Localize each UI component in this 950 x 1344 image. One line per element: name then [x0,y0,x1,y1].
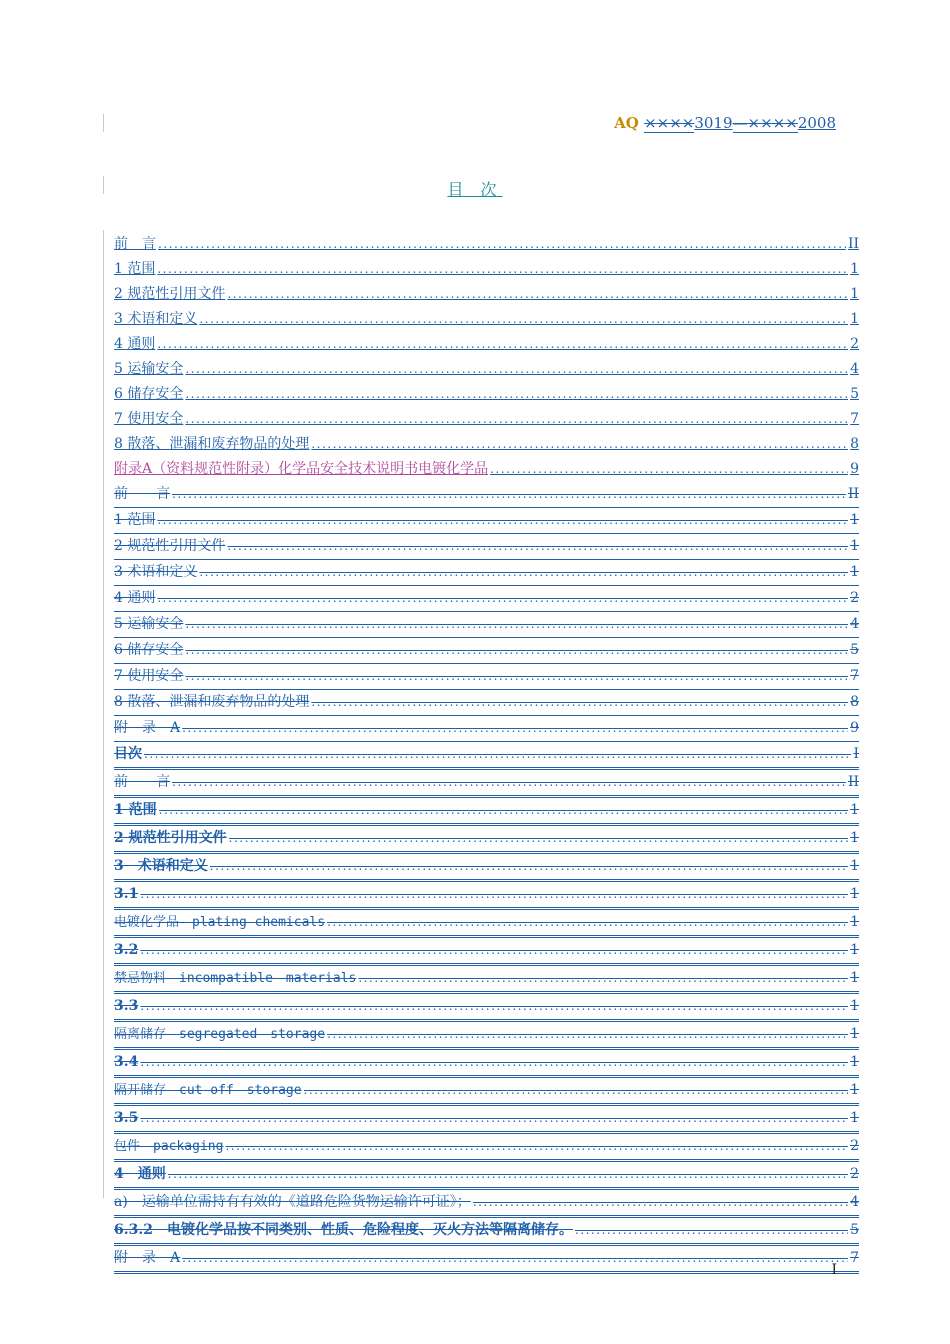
toc-entry-title: 4 通则 [114,590,156,606]
toc-entry[interactable] [114,742,859,770]
toc-entry-title: 6 储存安全 [114,642,184,658]
toc-dot-leader [140,882,848,907]
toc-entry[interactable] [114,882,859,910]
toc-entry[interactable] [114,282,859,307]
toc-entry-page: 2 [850,1138,859,1154]
toc-entry[interactable] [114,382,859,407]
toc-entry-page: 1 [850,802,859,818]
toc-entry-title: 附 录 A [114,720,181,736]
table-of-contents [114,232,859,1274]
toc-dot-leader [227,282,848,307]
toc-entry-title: 3 术语和定义 [114,858,208,874]
toc-entry[interactable] [114,690,859,716]
toc-dot-leader [490,457,848,482]
toc-entry-page: 1 [850,512,859,528]
toc-entry-page: 7 [850,411,859,427]
toc-entry-page: 4 [850,361,859,377]
toc-entry[interactable] [114,586,859,612]
toc-dot-leader [199,560,848,585]
toc-dot-leader [157,508,848,533]
toc-dot-leader [227,534,848,559]
toc-entry-title: 前 言 [114,486,170,502]
toc-dot-leader [304,1078,849,1103]
toc-entry-title: 3.2 [114,942,139,958]
toc-entry-title: 3.4 [114,1054,139,1070]
toc-entry-title: 6.3.2 电镀化学品按不同类别、性质、危险程度、灭火方法等隔离储存。 [114,1222,573,1238]
toc-dot-leader [358,966,848,991]
toc-dot-leader [157,332,848,357]
toc-entry-title: 1 范围 [114,261,156,277]
toc-dot-leader [140,994,848,1019]
toc-entry-title: 8 散落、泄漏和废弃物品的处理 [114,436,310,452]
toc-entry[interactable] [114,508,859,534]
toc-entry-page: I [853,746,859,762]
header-dash: — [732,114,748,132]
toc-entry[interactable] [114,1078,859,1106]
toc-entry-page: 5 [850,642,859,658]
toc-entry-title: 3.5 [114,1110,139,1126]
toc-entry[interactable] [114,938,859,966]
toc-dot-leader [185,407,848,432]
toc-entry[interactable] [114,332,859,357]
toc-entry-page: 7 [850,668,859,684]
toc-dot-leader [159,798,848,823]
revision-margin-mark-header [103,114,104,132]
toc-entry-page: 5 [850,386,859,402]
toc-entry-page: 1 [850,998,859,1014]
toc-entry-page: 1 [850,1026,859,1042]
toc-entry[interactable] [114,357,859,382]
toc-entry-title: 3.1 [114,886,139,902]
toc-entry[interactable] [114,612,859,638]
toc-entry-page: 1 [850,1082,859,1098]
toc-entry-title: 7 使用安全 [114,668,184,684]
toc-entry[interactable] [114,432,859,457]
deleted-standard-number: ×××× [644,114,695,132]
toc-entry[interactable] [114,1134,859,1162]
toc-entry-page: 1 [850,564,859,580]
toc-entry[interactable] [114,716,859,742]
deleted-year: ×××× [747,114,798,132]
toc-entry-page: 2 [850,336,859,352]
toc-entry-page: 9 [850,720,859,736]
toc-dot-leader [225,1134,848,1159]
toc-entry-page: II [847,774,859,790]
toc-dot-leader [158,232,846,257]
toc-entry[interactable] [114,307,859,332]
toc-entry-title: 2 规范性引用文件 [114,830,227,846]
toc-entry-page: 5 [850,1222,859,1238]
toc-dot-leader [168,1162,848,1187]
toc-entry-title: 禁忌物料 incompatible materials [114,971,357,986]
toc-entry-page: 4 [850,616,859,632]
toc-entry[interactable] [114,1162,859,1190]
toc-entry-page: 1 [850,286,859,302]
toc-dot-leader [199,307,848,332]
toc-entry-page: 1 [850,830,859,846]
toc-entry-title: 4 通则 [114,1166,166,1182]
toc-entry-title: 1 范围 [114,512,156,528]
toc-entry[interactable] [114,232,859,257]
toc-entry[interactable] [114,457,859,482]
document-header [614,114,836,132]
toc-entry[interactable] [114,854,859,882]
inserted-standard-number: 3019 [694,114,733,132]
page-number: I [831,1262,837,1278]
toc-entry-title: 5 运输安全 [114,361,184,377]
toc-dot-leader [575,1218,848,1243]
toc-entry-title: 隔离储存 segregated storage [114,1027,326,1042]
toc-dot-leader [182,716,848,741]
toc-entry-title: 3 术语和定义 [114,311,198,327]
toc-dot-leader [311,690,848,715]
toc-dot-leader [140,938,848,963]
toc-dot-leader [185,382,848,407]
toc-entry-title: 3 术语和定义 [114,564,198,580]
toc-entry-title: 隔开储存 cut-off storage [114,1083,302,1098]
toc-entry-page: 9 [850,461,859,477]
toc-entry-page: 2 [850,1166,859,1182]
toc-entry-title: 电镀化学品 plating chemicals [114,915,326,930]
inserted-year: 2008 [797,114,836,132]
toc-entry-page: 1 [850,886,859,902]
toc-dot-leader [185,664,848,689]
toc-entry-page: 1 [850,1054,859,1070]
toc-entry-page: 1 [850,261,859,277]
toc-entry[interactable] [114,482,859,508]
toc-entry-page: 1 [850,1110,859,1126]
toc-dot-leader [140,1050,848,1075]
toc-dot-leader [311,432,848,457]
toc-entry-title: 3.3 [114,998,139,1014]
toc-entry-title: 附 录 A [114,1250,181,1266]
toc-dot-leader [157,586,848,611]
toc-dot-leader [473,1190,848,1215]
toc-dot-leader [327,910,848,935]
toc-entry-page: II [847,236,859,252]
toc-dot-leader [157,257,848,282]
toc-title: 目 次 [447,180,503,199]
toc-entry-title: 8 散落、泄漏和废弃物品的处理 [114,694,310,710]
toc-entry[interactable] [114,826,859,854]
toc-dot-leader [229,826,848,851]
toc-entry[interactable] [114,560,859,586]
toc-entry-page: 4 [850,1194,859,1210]
toc-entry-page: 8 [850,436,859,452]
toc-entry-title: 附录A（资料规范性附录）化学品安全技术说明书电镀化学品 [114,461,489,477]
toc-entry[interactable] [114,1022,859,1050]
toc-dot-leader [182,1246,848,1271]
toc-entry[interactable] [114,770,859,798]
toc-entry[interactable] [114,1190,859,1218]
toc-entry-title: 6 储存安全 [114,386,184,402]
toc-dot-leader [185,612,848,637]
toc-entry[interactable] [114,534,859,560]
toc-entry[interactable] [114,257,859,282]
standard-prefix: AQ [614,114,645,132]
toc-dot-leader [327,1022,848,1047]
toc-entry-title: 1 范围 [114,802,157,818]
toc-entry-title: 目次 [114,746,142,762]
toc-entry-page: 1 [850,942,859,958]
toc-entry[interactable] [114,1246,859,1274]
toc-entry-title: 2 规范性引用文件 [114,286,226,302]
toc-entry-title: 包件 packaging [114,1139,224,1154]
toc-entry[interactable] [114,798,859,826]
toc-entry-page: 1 [850,914,859,930]
toc-entry-title: 7 使用安全 [114,411,184,427]
toc-entry-page: 8 [850,694,859,710]
toc-entry-page: II [847,486,859,502]
toc-entry[interactable] [114,1218,859,1246]
toc-dot-leader [185,638,848,663]
toc-entry-title: 5 运输安全 [114,616,184,632]
toc-entry[interactable] [114,910,859,938]
toc-entry-title: 前 言 [114,236,156,252]
toc-dot-leader [172,482,846,507]
toc-entry[interactable] [114,638,859,664]
toc-entry-page: 7 [850,1250,859,1266]
toc-entry[interactable] [114,407,859,432]
toc-entry[interactable] [114,966,859,994]
toc-entry-title: 4 通则 [114,336,156,352]
toc-entry-page: 1 [850,858,859,874]
toc-entry-page: 1 [850,538,859,554]
toc-entry[interactable] [114,1106,859,1134]
toc-dot-leader [172,770,846,795]
toc-entry-title: 前 言 [114,774,170,790]
revision-margin-rule [103,230,104,1198]
toc-entry-title: a) 运输单位需持有有效的《道路危险货物运输许可证》； [114,1194,471,1210]
toc-entry-page: 1 [850,311,859,327]
toc-dot-leader [144,742,851,767]
toc-dot-leader [185,357,848,382]
toc-entry-page: 2 [850,590,859,606]
toc-entry[interactable] [114,994,859,1022]
toc-entry-page: 1 [850,970,859,986]
toc-dot-leader [210,854,848,879]
toc-entry[interactable] [114,1050,859,1078]
toc-entry-title: 2 规范性引用文件 [114,538,226,554]
toc-dot-leader [140,1106,848,1131]
toc-entry[interactable] [114,664,859,690]
